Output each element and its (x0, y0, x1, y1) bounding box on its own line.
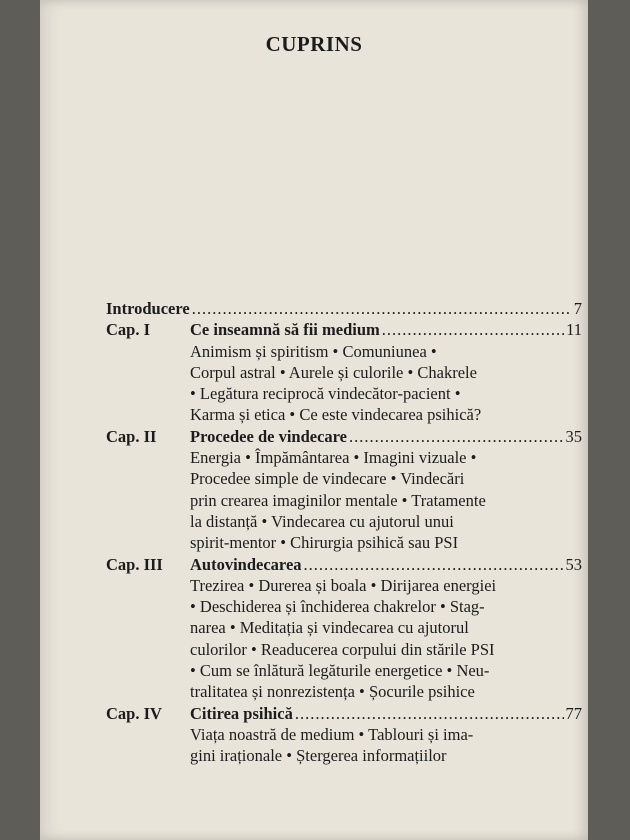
chapter-topics (190, 575, 582, 703)
chapter-title: Autovindecarea (190, 554, 302, 574)
topic-line: prin crearea imaginilor mentale • Tratamente (190, 490, 486, 510)
topic-line: • Deschiderea și închiderea chakrelor • Stag- (190, 597, 485, 617)
leader-dots (382, 319, 564, 340)
chapter-page: 35 (565, 426, 582, 446)
intro-page: 7 (573, 299, 582, 318)
topic-line: narea • Meditația și vindecarea cu ajutorul (190, 618, 469, 638)
leader-dots (304, 554, 564, 575)
chapter-title: Citirea psihică (190, 703, 293, 723)
topic-line: • Legătura reciprocă vindecător-pacient • (190, 384, 461, 404)
leader-dots (192, 298, 572, 319)
chapter-title: Ce inseamnă să fii medium (190, 320, 380, 340)
chapter-topics (190, 724, 582, 767)
topic-line: spirit-mentor • Chirurgia psihică sau PSI (190, 533, 459, 553)
topic-line: Procedee simple de vindecare • Vindecări (190, 469, 465, 489)
toc-chapter-row (106, 319, 582, 340)
chapter-page: 53 (565, 554, 582, 574)
toc-intro-row (106, 298, 582, 319)
chapter-number: Cap. I (106, 320, 151, 340)
topic-line: gini iraționale • Ștergerea informațiilor (190, 746, 447, 766)
table-of-contents (106, 298, 582, 767)
topic-line: la distanță • Vindecarea cu ajutorul unui (190, 511, 454, 531)
book-page (40, 0, 588, 840)
leader-dots (295, 703, 564, 724)
topic-line: Corpul astral • Aurele și culorile • Chakrele (190, 362, 477, 382)
chapter-number: Cap. IV (106, 703, 162, 723)
leader-dots (349, 426, 563, 447)
chapter-title: Procedee de vindecare (190, 426, 348, 446)
topic-line: Animism și spiritism • Comuniunea • (190, 341, 437, 361)
topic-line: culorilor • Readucerea corpului din stările PSI (190, 639, 495, 659)
page-title: CUPRINS (265, 32, 363, 56)
chapter-topics (190, 341, 582, 426)
topic-line: • Cum se înlătură legăturile energetice • Neu- (190, 661, 490, 681)
chapter-topics (190, 447, 582, 553)
toc-chapter-row (106, 426, 582, 447)
chapter-page: 77 (565, 703, 582, 723)
chapter-number: Cap. III (106, 554, 163, 574)
intro-label: Introducere (106, 299, 190, 318)
chapter-number: Cap. II (106, 426, 157, 446)
toc-chapter-row (106, 703, 582, 724)
toc-chapter-row (106, 554, 582, 575)
chapter-page: 11 (566, 320, 582, 340)
topic-line: Karma și etica • Ce este vindecarea psihică? (190, 405, 482, 425)
topic-line: Energia • Împământarea • Imagini vizuale • (190, 448, 477, 468)
topic-line: tralitatea și nonrezistența • Șocurile psihice (190, 682, 475, 702)
topic-line: Trezirea • Durerea și boala • Dirijarea energiei (190, 575, 497, 595)
topic-line: Viața noastră de medium • Tablouri și ima- (190, 724, 474, 744)
